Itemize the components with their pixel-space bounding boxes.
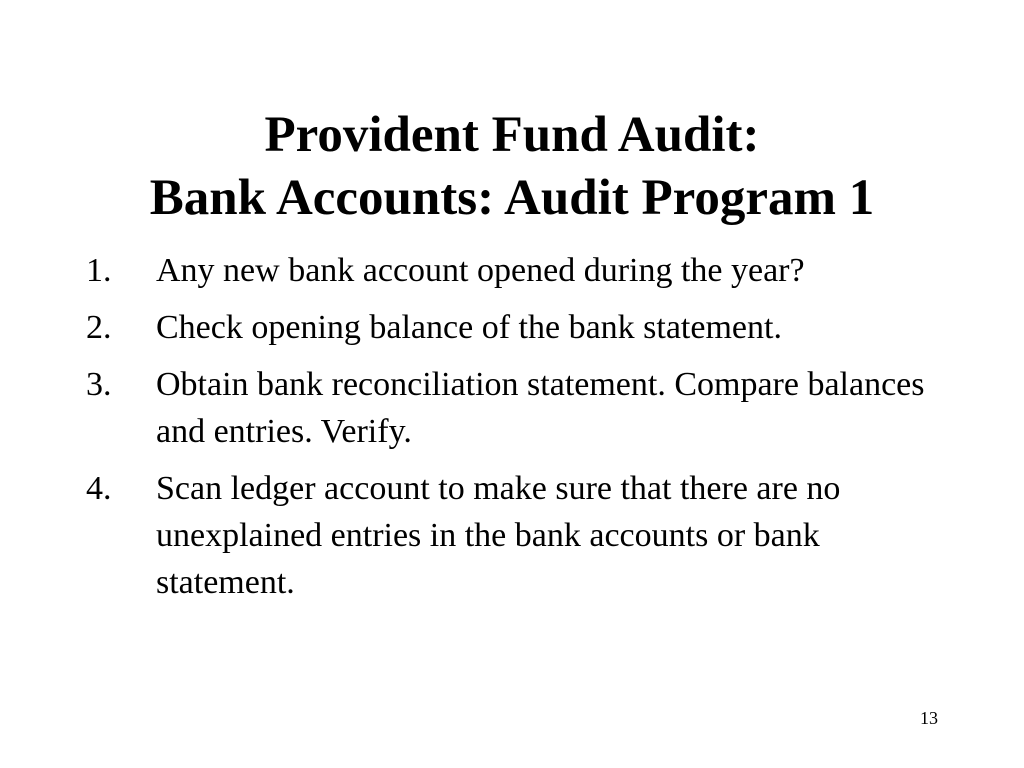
list-item-text: Obtain bank reconciliation statement. Compare balances and entries. Verify. [156,366,925,450]
list-item-number: 1. [86,252,112,289]
page-number: 13 [920,708,938,728]
slide-title-line-2: Bank Accounts: Audit Program 1 [149,170,875,227]
slide-title [60,104,964,230]
list-item-number: 3. [86,366,112,403]
list-item-number: 2. [86,309,112,346]
list-item [86,304,946,351]
list-item-text: Any new bank account opened during the year? [156,252,805,289]
list-item [86,465,946,606]
slide-title-line-1: Provident Fund Audit: [264,107,760,164]
list-item [86,247,946,294]
list-item-text: Check opening balance of the bank statement. [156,309,782,346]
list-item-text: Scan ledger account to make sure that there are no unexplained entries in the bank accounts or bank statement. [156,470,841,601]
list-item-number: 4. [86,470,112,507]
audit-program-list [86,247,946,616]
list-item [86,361,946,455]
